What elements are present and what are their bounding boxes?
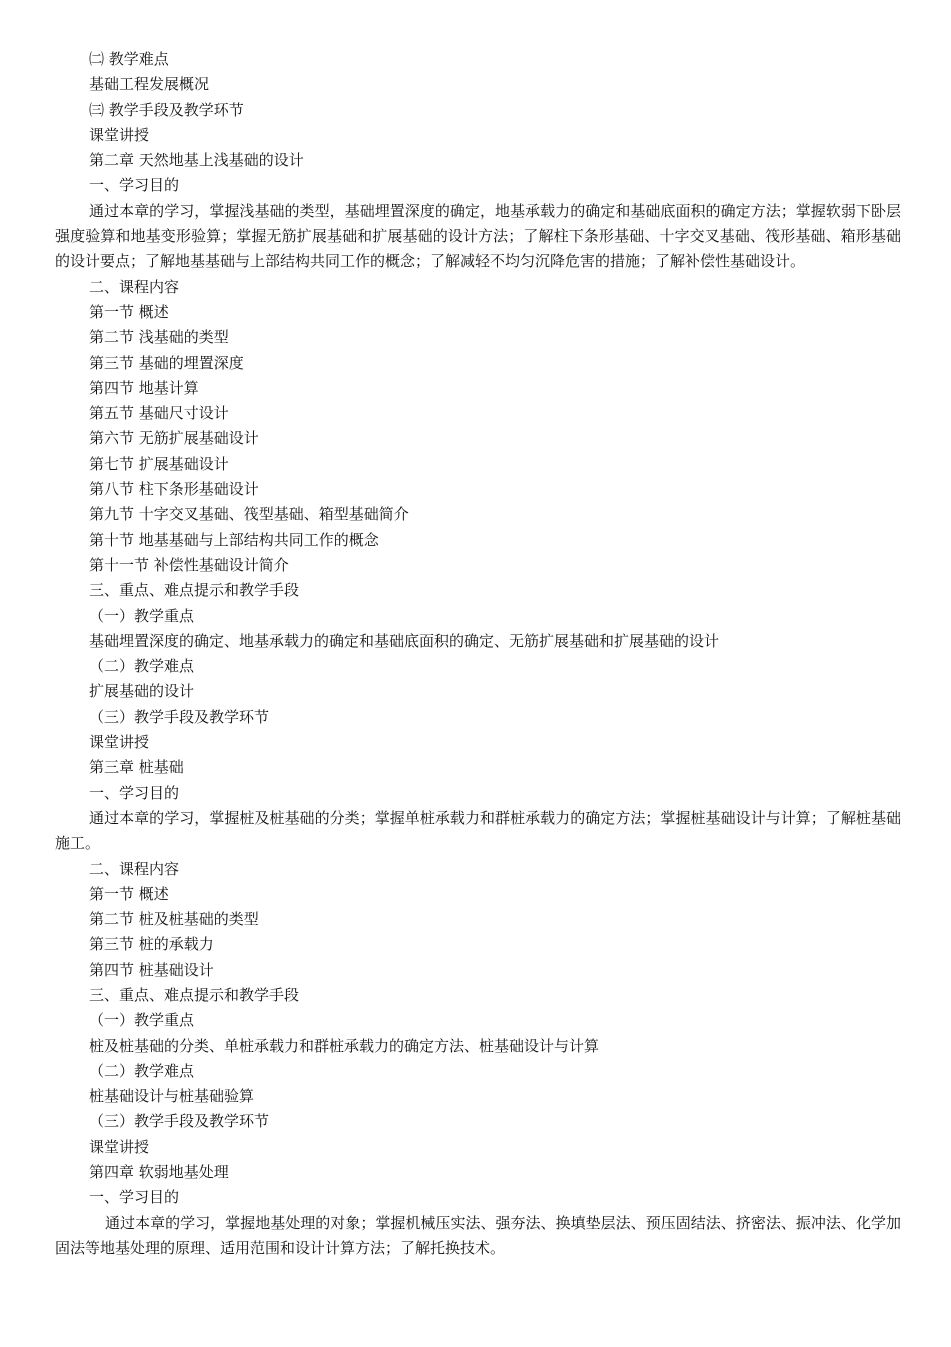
text-paragraph	[55, 1211, 901, 1262]
paragraph-text: 通过本章的学习，掌握地基处理的对象；掌握机械压实法、强夯法、换填垫层法、预压固结法、挤密法、振冲法、化学加固法等地基处理的原理、适用范围和设计计算方法；了解托换技术。	[55, 1213, 901, 1257]
text-paragraph	[55, 199, 901, 275]
text-line: 第四章 软弱地基处理	[89, 1163, 229, 1182]
text-line: ㈡ 教学难点	[89, 50, 169, 68]
text-line: （一）教学重点	[89, 1011, 195, 1030]
text-line: （二）教学难点	[89, 1061, 195, 1080]
text-line: 二、课程内容	[89, 277, 180, 296]
text-line: 第一节 概述	[89, 884, 169, 903]
text-line: 课堂讲授	[89, 125, 150, 144]
text-line: 桩及桩基础的分类、单桩承载力和群桩承载力的确定方法、桩基础设计与计算	[89, 1036, 600, 1055]
text-line: 扩展基础的设计	[89, 682, 195, 701]
text-line: 一、学习目的	[89, 176, 180, 195]
text-line: 一、学习目的	[89, 783, 180, 802]
text-line: 二、课程内容	[89, 859, 180, 878]
text-line: （二）教学难点	[89, 657, 195, 676]
text-line: （三）教学手段及教学环节	[89, 707, 270, 726]
paragraph-text: 通过本章的学习，掌握桩及桩基础的分类；掌握单桩承载力和群桩承载力的确定方法；掌握桩基础设计与计算；了解桩基础施工。	[55, 808, 901, 853]
text-line: 基础工程发展概况	[89, 75, 210, 94]
text-line: 第二节 浅基础的类型	[89, 328, 229, 347]
text-line: 第三节 基础的埋置深度	[89, 353, 244, 372]
text-line: 第六节 无筋扩展基础设计	[89, 429, 259, 448]
text-line: 课堂讲授	[89, 733, 150, 752]
text-line: 第十一节 补偿性基础设计简介	[89, 555, 289, 574]
text-line: 一、学习目的	[89, 1188, 180, 1207]
document-body	[55, 47, 901, 1261]
text-line: 第十节 地基基础与上部结构共同工作的概念	[89, 530, 379, 549]
text-line: 第七节 扩展基础设计	[89, 454, 229, 473]
text-line: 第二节 桩及桩基础的类型	[89, 910, 259, 929]
text-paragraph	[55, 806, 901, 857]
text-line: （三）教学手段及教学环节	[89, 1112, 270, 1131]
text-line: 三、重点、难点提示和教学手段	[89, 985, 300, 1004]
text-line: 第三章 桩基础	[89, 758, 184, 777]
text-line: 基础埋置深度的确定、地基承载力的确定和基础底面积的确定、无筋扩展基础和扩展基础的设计	[89, 631, 720, 650]
text-line: 第二章 天然地基上浅基础的设计	[89, 151, 304, 170]
paragraph-text: 通过本章的学习，掌握浅基础的类型，基础埋置深度的确定，地基承载力的确定和基础底面积的确定方法；掌握软弱下卧层强度验算和地基变形验算；掌握无筋扩展基础和扩展基础的设计方法；了解柱下条形基础、十字交叉基础、筏形基础、箱形基础的设计要点；了解地基基础与上部结构共同工作的概念；了解减轻不均匀沉降危害的措施；了解补偿性基础设计。	[55, 201, 901, 271]
text-line: 课堂讲授	[89, 1137, 150, 1156]
text-line: 第五节 基础尺寸设计	[89, 404, 229, 423]
text-line: 第四节 地基计算	[89, 378, 199, 397]
text-line: ㈢ 教学手段及教学环节	[89, 100, 244, 119]
text-line: 第九节 十字交叉基础、筏型基础、箱型基础简介	[89, 505, 409, 524]
text-line: （一）教学重点	[89, 606, 195, 625]
text-line: 桩基础设计与桩基础验算	[89, 1087, 255, 1106]
text-line: 第四节 桩基础设计	[89, 960, 214, 979]
text-line: 三、重点、难点提示和教学手段	[89, 581, 300, 600]
text-line: 第三节 桩的承载力	[89, 935, 214, 954]
text-line: 第一节 概述	[89, 302, 169, 321]
text-line: 第八节 柱下条形基础设计	[89, 480, 259, 499]
